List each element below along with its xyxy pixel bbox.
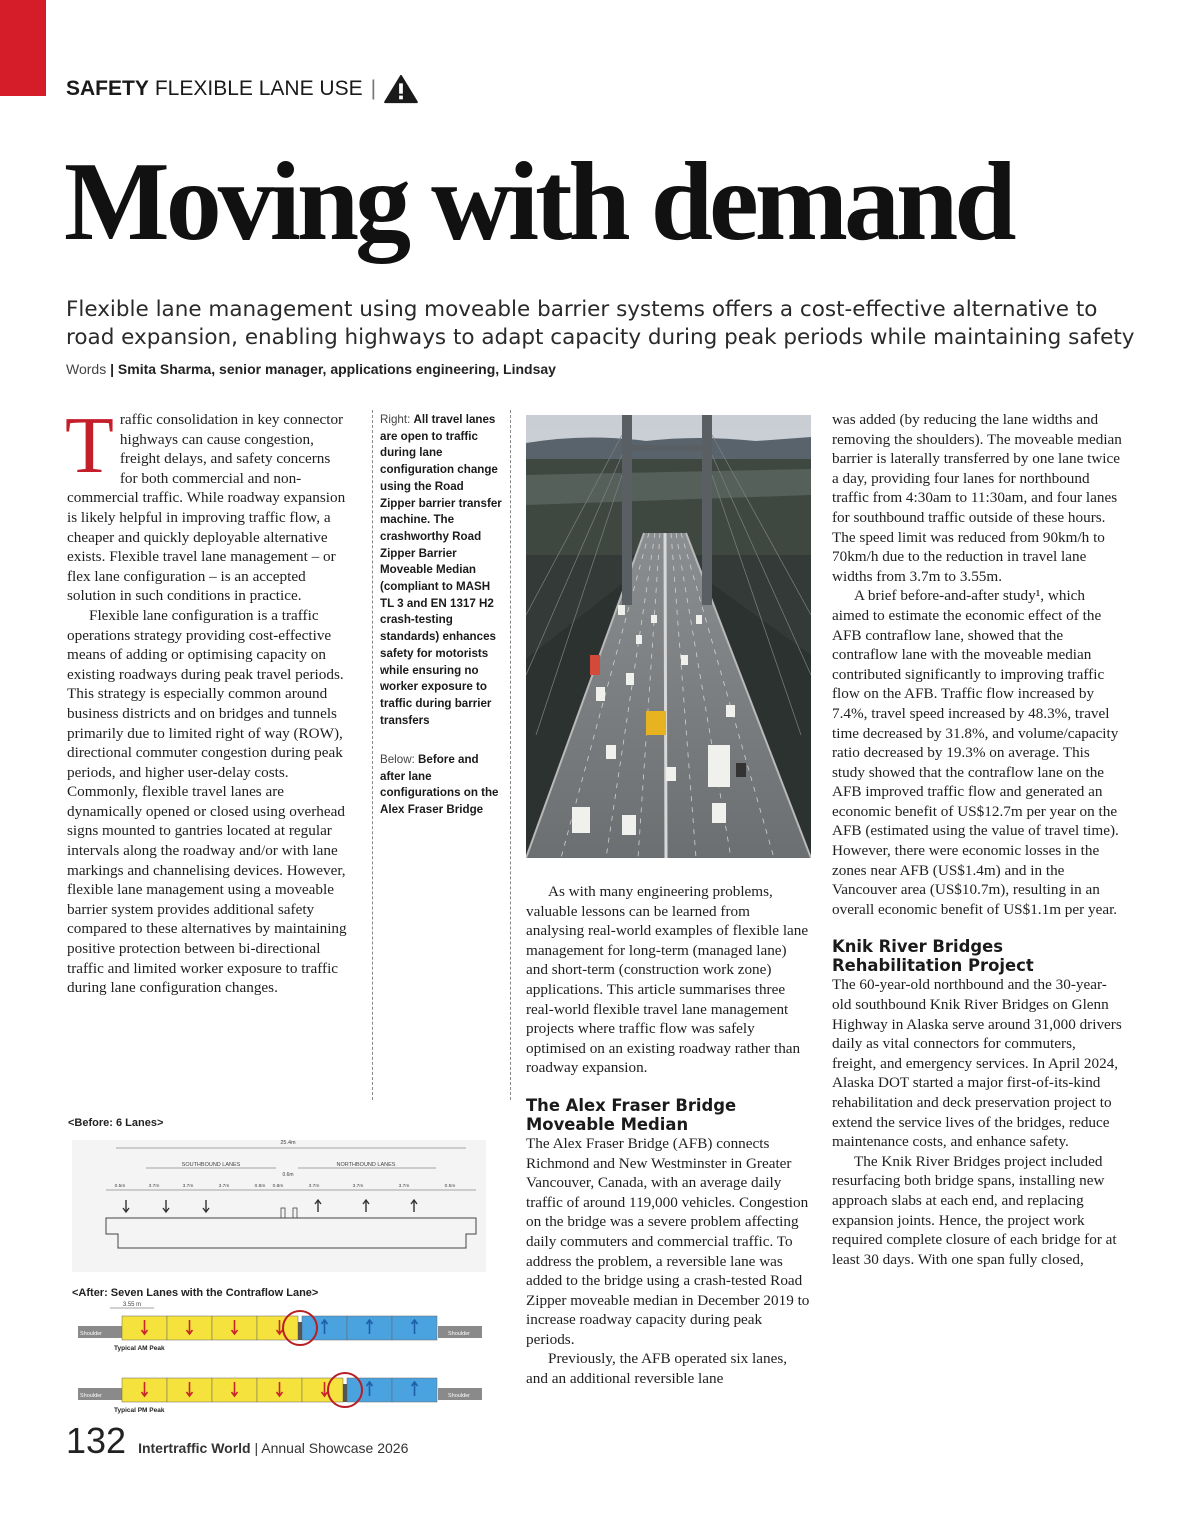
southbound-lane	[302, 1378, 343, 1402]
caption-label: Below:	[380, 753, 415, 766]
headline: Moving with demand	[64, 140, 1013, 264]
body-paragraph: A brief before-and-after study¹, which aimed to estimate the economic effect of the AFB contraflow lane, showed that the contraflow lane with the moveable median contributed significantly to improving traffic flow on the AFB. Traffic flow increased by 7.4%, travel speed increased by 48.3%, travel time decreased by 31.8%, and volume/capacity ratio decreased by 19.3% on average. This study showed that the contraflow lane on the AFB improved traffic flow and generated an economic benefit of US$12.7m per year on the AFB (estimated using the value of travel time). However, there were economic losses in the zones near AFB (US$1.4m) and in the Vancouver area (US$10.7m), resulting in an overall economic benefit of US$1.1m per year.	[832, 587, 1119, 918]
article-column-3	[526, 882, 810, 1389]
peak-label: Typical PM Peak	[114, 1407, 165, 1414]
section-label	[66, 74, 420, 104]
article-column-1	[65, 402, 351, 998]
column-divider	[372, 410, 373, 1100]
dimension-label: 3.7m	[398, 1184, 410, 1189]
section-topic: FLEXIBLE LANE USE	[154, 77, 363, 100]
northbound-label: NORTHBOUND LANES	[336, 1162, 396, 1168]
dimension-label: 0.8m	[272, 1184, 284, 1189]
median-width-label: 0.6m	[282, 1172, 294, 1178]
section-category: SAFETY	[66, 77, 149, 100]
shoulder-label: Shoulder	[80, 1393, 103, 1399]
lane-configuration-diagram	[66, 1110, 494, 1430]
dimension-label: 0.5m	[444, 1184, 456, 1189]
page-number: 132	[66, 1420, 127, 1461]
caption-text: All travel lanes are open to traffic during lane configuration change using the Road Zipper barrier transfer machine. The crashworthy Road Zipper Barrier Moveable Median (compliant to MASH TL 3 and EN 1317 H2 crash-testing standards) enhances safety for motorists while ensuring no worker exposure to traffic during barrier transfers	[380, 413, 502, 727]
issue-name: Annual Showcase 2026	[261, 1440, 409, 1456]
publication-name: Intertraffic World	[138, 1440, 251, 1456]
dimension-label: 0.8m	[254, 1184, 266, 1189]
caption-text: Before and after lane configurations on the Alex Fraser Bridge	[380, 753, 499, 817]
shoulder-label: Shoulder	[80, 1331, 103, 1337]
body-paragraph: The 60-year-old northbound and the 30-year-old southbound Knik River Bridges on Glenn Highway in Alaska serve around 31,000 drivers daily as vital connectors for commuters, freight, and emergency services. In April 2024, Alaska DOT started a major first-of-its-kind rehabilitation and deck preservation project to extend the service lives of the bridges, reduce maintenance costs, and enhance safety.	[832, 976, 1122, 1151]
southbound-lane	[257, 1316, 298, 1340]
column-divider	[510, 410, 511, 1100]
body-paragraph: As with many engineering problems, valuable lessons can be learned from analysing real-world examples of flexible lane management for long-term (managed lane) and short-term (construction work zone) applications. This article summarises three real-world flexible travel lane management projects where traffic flow was safely optimised on an existing roadway rather than roadway expansion.	[526, 883, 809, 1077]
footer-separator: |	[254, 1440, 259, 1456]
shoulder-label: Shoulder	[448, 1331, 471, 1337]
warning-icon	[382, 74, 420, 104]
southbound-label: SOUTHBOUND LANES	[181, 1162, 241, 1168]
dimension-label: 3.7m	[218, 1184, 230, 1189]
byline-author: Smita Sharma, senior manager, applications engineering, Lindsay	[117, 361, 556, 377]
caption-label: Right:	[380, 413, 411, 426]
article-column-4	[832, 410, 1122, 1269]
standfirst: Flexible lane management using moveable barrier systems offers a cost-effective alternative to road expansion, enabling highways to adapt capacity during peak periods while maintaining safety	[66, 297, 1135, 350]
diagram-after-title: <After: Seven Lanes with the Contraflow Lane>	[72, 1287, 319, 1299]
section-separator: |	[370, 77, 377, 100]
moveable-barrier	[343, 1384, 347, 1402]
intro-text: raffic consolidation in key connector highways can cause congestion, freight delays, and safety concerns for both commercial and non-commercial traffic. While roadway expansion is likely helpful in improving traffic flow, a cheaper and quickly deployable alternative exists. Flexible travel lane management – or flex lane configuration – is an accepted solution in such conditions in practice.	[67, 411, 346, 605]
photo-caption-below	[380, 752, 502, 819]
body-paragraph: The Knik River Bridges project included resurfacing both bridge spans, installing new approach slabs at each end, and replacing expansion joints. Hence, the project work required complete closure of each bridge for at least 30 days. With one span fully closed,	[832, 1152, 1117, 1268]
intro-paragraph	[65, 402, 351, 606]
drop-cap: T	[65, 402, 114, 490]
page-footer	[66, 1420, 408, 1462]
dimension-label: 3.7m	[182, 1184, 194, 1189]
body-paragraph: The Alex Fraser Bridge (AFB) connects Richmond and New Westminster in Greater Vancouver, Canada, with an average daily traffic of around 119,000 vehicles. Congestion on the bridge was a severe problem affecting daily commuters and commercial traffic. To address the problem, a reversible lane was added to the bridge using a crash-tested Road Zipper moveable median in December 2019 to increase roadway capacity during peak periods.	[526, 1134, 810, 1348]
section-color-tab	[0, 0, 46, 96]
body-paragraph: was added (by reducing the lane widths and removing the shoulders). The moveable median barrier is laterally transferred by one lane twice a day, providing four lanes for northbound traffic from 4:30am to 11:30am, and four lanes for southbound traffic outside of these hours. The speed limit was reduced from 90km/h to 70km/h due to the reduction in travel lane widths from 3.7m to 3.55m.	[832, 411, 1122, 585]
diagram-before-title: <Before: 6 Lanes>	[68, 1117, 164, 1129]
shoulder-label: Shoulder	[448, 1393, 471, 1399]
byline	[66, 361, 556, 377]
dimension-label: 0.5m	[114, 1184, 126, 1189]
dimension-label: 3.7m	[352, 1184, 364, 1189]
body-paragraph: Flexible lane configuration is a traffic operations strategy providing cost-effective means of adding or optimising capacity on existing roadways during peak travel periods. This strategy is especially common around business districts and on bridges and tunnels primarily due to limited right of way (ROW), directional commuter congestion during peak periods, and higher user-delay costs. Commonly, flexible travel lanes are dynamically opened or closed using overhead signs mounted to gantries located at regular intervals along the roadway and/or with lane markings and channelising devices. However, flexible lane management using a moveable barrier system provides additional safety compared to these alternatives by maintaining positive protection between bi-directional traffic and limited worker exposure to traffic during lane configuration changes.	[67, 606, 347, 997]
moveable-barrier	[298, 1322, 302, 1340]
body-paragraph: Previously, the AFB operated six lanes, and an additional reversible lane	[526, 1350, 788, 1388]
photo-caption-right	[380, 412, 502, 729]
byline-separator: |	[110, 361, 115, 377]
publication-info	[138, 1440, 408, 1456]
subheading-knik-river: Knik River Bridges Rehabilitation Project	[832, 937, 1034, 976]
dimension-label: 3.7m	[148, 1184, 160, 1189]
bridge-photo	[526, 415, 811, 858]
subheading-alex-fraser: The Alex Fraser Bridge Moveable Median	[526, 1095, 737, 1134]
lane-width-label: 3.55 m	[122, 1302, 142, 1308]
total-width-label: 25.4m	[280, 1140, 296, 1146]
dimension-label: 3.7m	[308, 1184, 320, 1189]
byline-label: Words	[66, 361, 107, 377]
peak-label: Typical AM Peak	[114, 1345, 165, 1352]
